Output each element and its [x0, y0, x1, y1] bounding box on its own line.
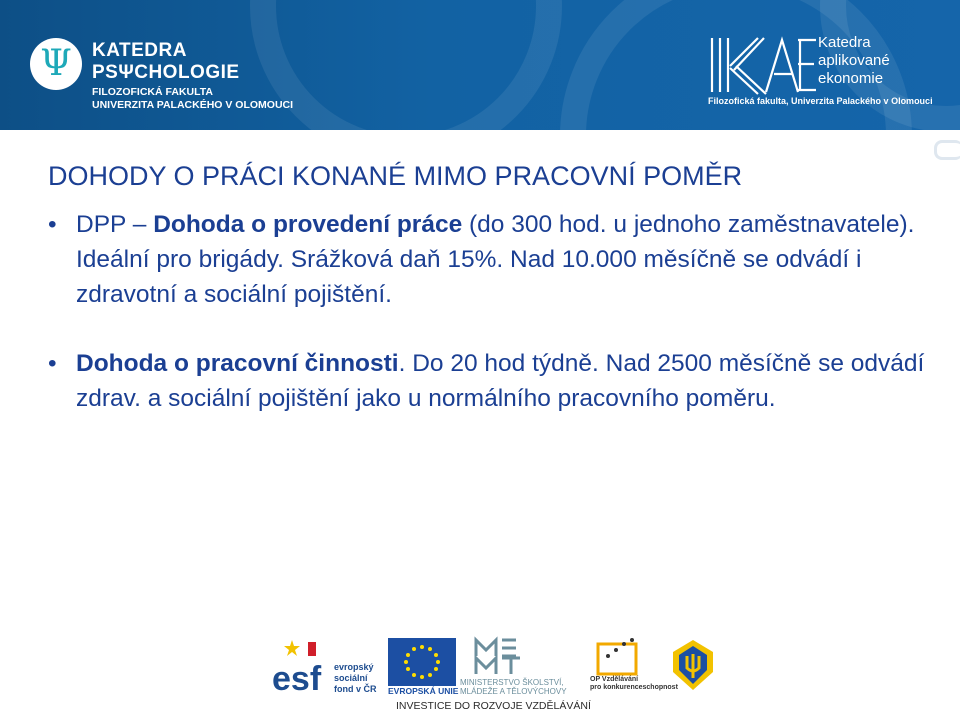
investice-slogan: INVESTICE DO ROZVOJE VZDĚLÁVÁNÍ: [396, 700, 591, 712]
esf-mark: esf: [272, 660, 322, 698]
logo-line-1: KATEDRA: [92, 40, 187, 61]
kae-line-2: aplikované: [818, 52, 890, 69]
decorative-arc-fragment: [934, 140, 960, 160]
kae-mark-icon: [706, 34, 818, 96]
bullet-icon: •: [48, 350, 57, 377]
eu-label: EVROPSKÁ UNIE: [388, 686, 459, 696]
logo-line-4: UNIVERZITA PALACKÉHO V OLOMOUCI: [92, 99, 294, 111]
logo-line-3: FILOZOFICKÁ FAKULTA: [92, 86, 213, 98]
bullet-dpp: [48, 207, 946, 312]
kae-line-3: ekonomie: [818, 70, 884, 87]
logo-line-2: PSΨCHOLOGIE: [92, 62, 240, 83]
university-crest-icon: [670, 638, 716, 692]
bullet-text: (do 300 hod. u jednoho zaměstnavatele). Ideální pro brigády. Srážková daň 15%. Nad 10.000 měsíčně se odvádí i zdravotní a sociální pojištění.: [76, 211, 915, 308]
eu-flag-icon: [388, 638, 456, 686]
op-label: OP Vzdělávání pro konkurenceschopnost: [590, 676, 678, 691]
bullet-dpc: [48, 346, 946, 416]
msmt-logo-icon: [472, 636, 532, 676]
psi-icon: Ψ: [30, 38, 82, 90]
kae-subline: Filozofická fakulta, Univerzita Palackého v Olomouci: [708, 96, 933, 106]
bullet-lead: DPP –: [76, 211, 154, 238]
kae-logo: [706, 34, 946, 114]
op-vzdelavani-logo-icon: [594, 636, 650, 676]
bullet-list: [48, 207, 946, 416]
msmt-label: MINISTERSTVO ŠKOLSTVÍ, MLÁDEŽE A TĚLOVÝCHOVY: [460, 678, 567, 696]
kae-line-1: Katedra: [818, 34, 871, 51]
bullet-icon: •: [48, 211, 57, 238]
bullet-text: . Do 20 hod týdně. Nad 2500 měsíčně se odvádí zdrav. a sociální pojištění jako u normálního pracovního poměru.: [76, 350, 925, 412]
bullet-bold-term: Dohoda o provedení práce: [153, 211, 463, 238]
header-banner: [0, 0, 960, 130]
bullet-bold-term: Dohoda o pracovní činnosti: [76, 350, 399, 377]
slide-title: DOHODY O PRÁCI KONANÉ MIMO PRACOVNÍ POMĚR: [48, 161, 743, 191]
decorative-arc: [250, 0, 562, 130]
esf-text: evropský sociální fond v ČR: [334, 662, 377, 694]
footer-logos: [268, 634, 728, 715]
psychology-department-logo: [30, 36, 294, 116]
